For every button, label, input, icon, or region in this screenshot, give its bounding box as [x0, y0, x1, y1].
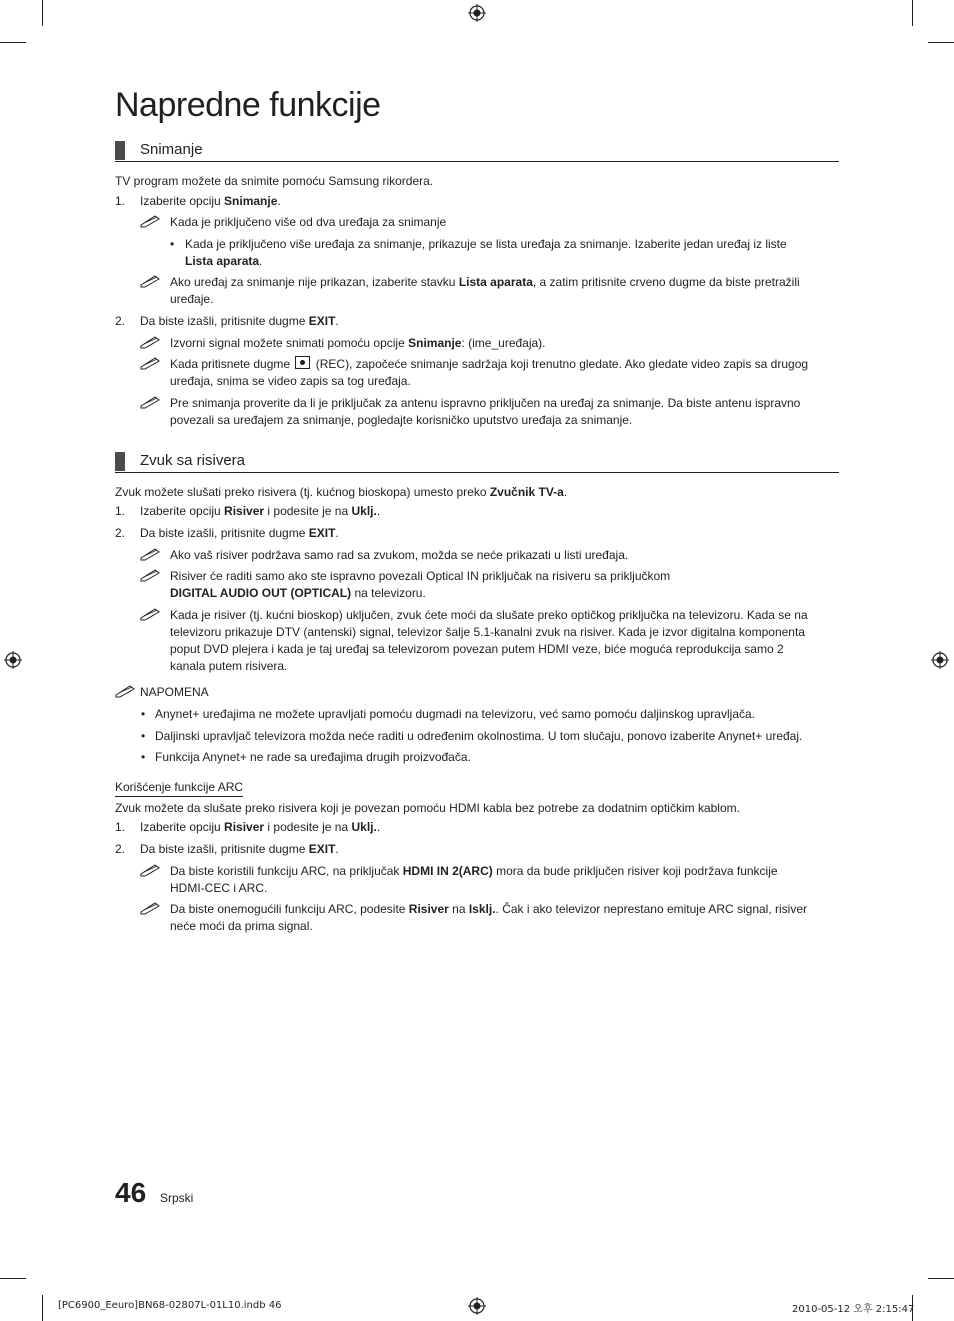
text: HDMI-CEC i ARC. [170, 881, 268, 895]
note-text [170, 901, 840, 935]
text: mora da bude priključen risiver koji podržava funkcije [492, 864, 778, 878]
bold-text: Uklj. [351, 504, 377, 518]
registration-mark-icon [468, 4, 486, 22]
bold-text: Snimanje [224, 194, 278, 208]
step-text [140, 525, 339, 542]
text: Kada pritisnete dugme [170, 357, 294, 371]
note-pencil-icon [140, 547, 162, 561]
section-bar [115, 452, 125, 471]
note-pencil-icon [140, 214, 162, 228]
footer-timestamp: 2010-05-12 오후 2:15:47 [792, 1304, 915, 1315]
text: Izvorni signal možete snimati pomoću opcije [170, 336, 409, 350]
step-number: 2. [115, 842, 126, 856]
text: uređaja, snima se video zapis sa tog uređaja. [170, 374, 411, 388]
step-number: 1. [115, 504, 126, 518]
crop-mark [42, 0, 43, 26]
text: Ako uređaj za snimanje nije prikazan, izaberite stavku [170, 275, 459, 289]
step-text [140, 841, 339, 858]
text: Kada je risiver (tj. kućni bioskop) uključen, zvuk ćete moći da slušate preko optičkog priključka na televizoru. Kada se na [170, 608, 808, 622]
bold-text: EXIT [308, 526, 336, 540]
note-text [170, 607, 840, 675]
text: : (ime_uređaja). [461, 336, 546, 350]
note-pencil-icon [140, 863, 162, 877]
bold-text: Risiver [224, 820, 265, 834]
text: . Čak i ako televizor neprestano emituje ARC signal, risiver [495, 902, 807, 916]
bullet: • [170, 237, 175, 251]
text: Pre snimanja proverite da li je priključak za antenu ispravno priključen na uređaj za snimanje. Da biste antenu ispravno [170, 396, 801, 410]
page-number: 46 [115, 1177, 147, 1208]
text: Da biste izašli, pritisnite dugme [140, 842, 309, 856]
bold-text: Isklj. [468, 902, 496, 916]
section-heading-snimanje [115, 141, 839, 162]
note-text [170, 274, 840, 308]
step-number: 1. [115, 194, 126, 208]
bold-text: Risiver [408, 902, 449, 916]
bullet-text [185, 236, 835, 270]
napomena-item: Anynet+ uređajima ne možete upravljati pomoću dugmadi na televizoru, već samo pomoću daljinskog upravljača. [155, 707, 755, 721]
note-pencil-icon [140, 568, 162, 582]
bold-text: DIGITAL AUDIO OUT (OPTICAL) [170, 586, 352, 600]
text: uređaje. [170, 292, 214, 306]
crop-mark [928, 1278, 954, 1279]
bullet: • [141, 707, 146, 721]
text: Risiver će raditi samo ako ste ispravno povezali Optical IN priključak na risiveru sa priključkom [170, 569, 671, 583]
step-text [140, 313, 339, 330]
step-number: 2. [115, 526, 126, 540]
step-text [140, 503, 380, 520]
crop-mark [912, 0, 913, 26]
bold-text: Lista aparata [458, 275, 533, 289]
bullet: • [141, 750, 146, 764]
text: Izaberite opciju [140, 504, 225, 518]
text: . [563, 485, 568, 499]
footer-file-info: [PC6900_Eeuro]BN68-02807L-01L10.indb 46 [58, 1300, 282, 1311]
note-pencil-icon [140, 395, 162, 409]
note-pencil-icon [140, 274, 162, 288]
note-text [170, 335, 546, 352]
section-title: Snimanje [140, 141, 203, 158]
registration-mark-icon [4, 651, 22, 669]
crop-mark [0, 42, 26, 43]
crop-mark [42, 1295, 43, 1321]
rec-button-icon [295, 356, 310, 369]
registration-mark-icon [468, 1297, 486, 1315]
text: na televizoru. [351, 586, 426, 600]
text: na [448, 902, 469, 916]
bold-text: Risiver [224, 504, 265, 518]
text: poput DVD plejera i kada je taj uređaj sa televizorom povezan putem HDMI veze, biće moguća reprodukcija samo 2 [170, 642, 784, 656]
text: . [335, 526, 339, 540]
bold-text: EXIT [308, 842, 336, 856]
intro-text: Zvuk možete da slušate preko risivera koji je povezan pomoću HDMI kabla bez potrebe za dodatnim optičkim kablom. [115, 801, 740, 815]
text: Da biste koristili funkciju ARC, na priključak [170, 864, 403, 878]
page-title: Napredne funkcije [115, 86, 381, 124]
bold-text: Uklj. [351, 820, 377, 834]
note-text [170, 863, 840, 897]
text: Da biste izašli, pritisnite dugme [140, 526, 309, 540]
napomena-label: NAPOMENA [140, 685, 209, 699]
intro-text: TV program možete da snimite pomoću Samsung rikordera. [115, 174, 434, 188]
text: . [335, 842, 339, 856]
text: Kada je priključeno više uređaja za snimanje, prikazuje se lista uređaja za snimanje. Izaberite jedan uređaj iz liste [185, 237, 787, 251]
text: . [376, 504, 381, 518]
note-text: Kada je priključeno više od dva uređaja za snimanje [170, 215, 447, 229]
text: . [376, 820, 381, 834]
step-number: 2. [115, 314, 126, 328]
bold-text: Zvučnik TV-a [489, 485, 564, 499]
section-title: Zvuk sa risivera [140, 452, 246, 469]
intro-text [115, 484, 567, 501]
napomena-item: Daljinski upravljač televizora možda neće raditi u određenim okolnostima. U tom slučaju, ponovo izaberite Anynet+ uređaj. [155, 729, 803, 743]
text: (REC), započeće snimanje sadržaja koji trenutno gledate. Ako gledate video zapis sa drugog [312, 357, 809, 371]
language-label: Srpski [160, 1191, 194, 1205]
crop-mark [0, 1278, 26, 1279]
text: . [335, 314, 339, 328]
bold-text: EXIT [308, 314, 336, 328]
registration-mark-icon [931, 651, 949, 669]
step-text [140, 193, 281, 210]
note-text [170, 395, 840, 429]
bold-text: Snimanje [408, 336, 462, 350]
text: Da biste izašli, pritisnite dugme [140, 314, 309, 328]
note-text [170, 356, 840, 390]
note-pencil-icon [140, 356, 162, 370]
text: Da biste onemogućili funkciju ARC, podesite [170, 902, 409, 916]
crop-mark [928, 42, 954, 43]
bold-text: Lista aparata [185, 254, 260, 268]
note-pencil-icon [140, 901, 162, 915]
text: Izaberite opciju [140, 820, 225, 834]
text: televizoru prikazuje DTV (antenski) signal, televizor šalje 5.1-kanalni zvuk na risiver. Kada je izvor digitalna komponenta [170, 625, 805, 639]
text: Zvuk možete slušati preko risivera (tj. kućnog bioskopa) umesto preko [115, 485, 490, 499]
text: Izaberite opciju [140, 194, 225, 208]
text: kanala putem risivera. [170, 659, 288, 673]
note-text: Ako vaš risiver podržava samo rad sa zvukom, možda se neće prikazati u listi uređaja. [170, 548, 629, 562]
note-pencil-icon [115, 684, 137, 698]
section-bar [115, 141, 125, 160]
text: i podesite je na [264, 504, 352, 518]
bullet: • [141, 729, 146, 743]
text: i podesite je na [264, 820, 352, 834]
note-pencil-icon [140, 607, 162, 621]
note-text [170, 568, 840, 602]
text: , a zatim pritisnite crveno dugme da biste pretražili [532, 275, 800, 289]
text: povezali sa uređajem za snimanje, pogledajte korisničko uputstvo uređaja za snimanje. [170, 413, 633, 427]
note-pencil-icon [140, 335, 162, 349]
text: . [277, 194, 281, 208]
text: . [259, 254, 263, 268]
subsection-heading-arc: Korišćenje funkcije ARC [115, 779, 243, 797]
section-heading-zvuk [115, 452, 839, 473]
text: neće moći da prima signal. [170, 919, 313, 933]
step-number: 1. [115, 820, 126, 834]
step-text [140, 819, 380, 836]
bold-text: HDMI IN 2(ARC) [402, 864, 493, 878]
napomena-item: Funkcija Anynet+ ne rade sa uređajima drugih proizvođača. [155, 750, 471, 764]
